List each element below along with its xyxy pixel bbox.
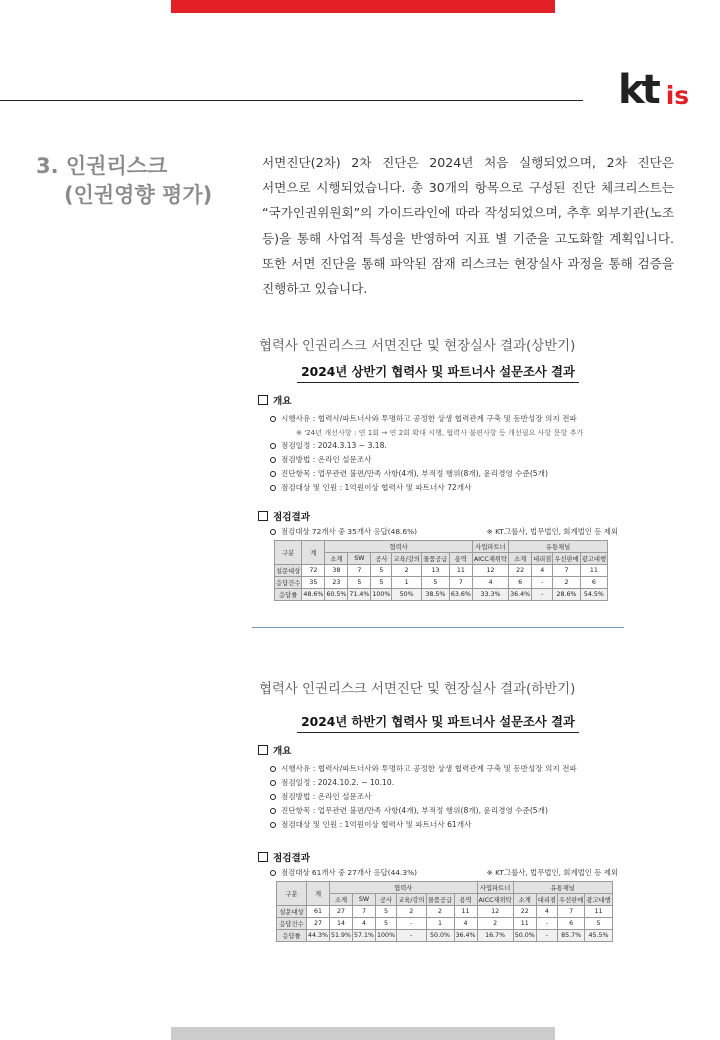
survey1-result-summary-line xyxy=(252,526,624,537)
survey1-overview-label: 개요 xyxy=(273,396,292,407)
survey2-result-note: ※ KT그룹사, 법무법인, 회계법인 등 제외 xyxy=(486,868,618,877)
table-header: 공사 xyxy=(371,553,392,565)
bottom-page-bar xyxy=(171,1027,555,1040)
table-header: AICC재위탁 xyxy=(472,553,508,565)
table-header: AICC재위탁 xyxy=(477,894,513,906)
logo-is: is xyxy=(665,81,690,110)
table-header: 대리점 xyxy=(532,553,553,565)
list-item: 시행사유 : 협력사/파트너사와 투명하고 공정한 상생 협력관계 구축 및 동반성장 의지 전파 xyxy=(270,762,624,776)
section-title xyxy=(36,152,236,210)
survey2-overview-label: 개요 xyxy=(273,746,292,757)
table-header: 유통채널 xyxy=(513,882,612,894)
survey1-result-heading xyxy=(252,509,624,523)
survey2-caption: 협력사 인권리스크 서면진단 및 현장실사 결과(하반기) xyxy=(259,682,576,697)
survey1-improvement-note: ※ '24년 개선사항 : 연 1회 → 연 2회 확대 시행, 협력사 불편사항 등 개선필요 사항 문항 추가 xyxy=(296,428,584,437)
survey2-result-label: 점검결과 xyxy=(273,853,311,864)
list-item: 점검방법 : 온라인 설문조사 xyxy=(270,453,624,467)
list-item: 점검일정 : 2024.10.2. ~ 10.10. xyxy=(270,776,624,790)
survey1-result-table xyxy=(274,540,608,601)
table-header: 소계 xyxy=(330,894,353,906)
survey1-caption: 협력사 인권리스크 서면진단 및 현장실사 결과(상반기) xyxy=(259,339,576,354)
table-row: 응답건수 35 23 5 5 1 5 7 4 6 - 2 6 xyxy=(275,577,608,589)
circle-bullet-icon xyxy=(270,443,276,449)
list-item: 점검일정 : 2024.3.13 ~ 3.18. xyxy=(270,439,624,453)
survey1-result-summary: 점검대상 72개사 중 35개사 응답(48.6%) xyxy=(281,527,417,536)
top-accent-bar xyxy=(171,0,555,13)
section-title-line2: (인권영향 평가) xyxy=(64,183,213,207)
table-header: 유통채널 xyxy=(509,541,608,553)
table-row: 응답건수 27 14 4 5 - 1 4 2 11 - 6 5 xyxy=(277,918,613,930)
survey2-overview-heading xyxy=(252,743,624,757)
table-row: 설문대상 72 38 7 5 2 13 11 12 22 4 7 11 xyxy=(275,565,608,577)
table-header: 대리점 xyxy=(536,894,557,906)
circle-bullet-icon xyxy=(270,870,276,876)
logo-kt: kt xyxy=(618,67,658,113)
circle-bullet-icon xyxy=(270,780,276,786)
list-item: 진단항목 : 업무관련 불편/만족 사항(4개), 부적정 행위(8개), 윤리경영 수준(5개) xyxy=(270,467,624,481)
list-item: 점검대상 및 인원 : 1억원이상 협력사 및 파트너사 72개사 xyxy=(270,481,624,495)
survey2-figure xyxy=(252,712,624,942)
circle-bullet-icon xyxy=(270,766,276,772)
table-header: 구분 xyxy=(277,882,307,906)
table-row: 설문대상 61 27 7 5 2 2 11 12 22 4 7 11 xyxy=(277,906,613,918)
table-header: 계 xyxy=(302,541,325,565)
table-header: 협력사 xyxy=(325,541,473,553)
table-header: 광고대행 xyxy=(585,894,612,906)
survey1-title: 2024년 상반기 협력사 및 파트너사 설문조사 결과 xyxy=(297,362,579,383)
circle-bullet-icon xyxy=(270,485,276,491)
kt-is-logo xyxy=(618,66,690,113)
table-header: 공사 xyxy=(376,894,397,906)
survey1-result-label: 점검결과 xyxy=(273,512,311,523)
circle-bullet-icon xyxy=(270,794,276,800)
survey2-overview-list xyxy=(252,762,624,832)
table-header: 협력사 xyxy=(330,882,478,894)
table-header: 소계 xyxy=(509,553,532,565)
table-header: 소계 xyxy=(513,894,536,906)
survey2-result-table xyxy=(276,881,613,942)
table-header: 용역 xyxy=(454,894,477,906)
circle-bullet-icon xyxy=(270,457,276,463)
table-header: 물품공급 xyxy=(421,553,449,565)
circle-bullet-icon xyxy=(270,416,276,422)
circle-bullet-icon xyxy=(270,529,276,535)
survey1-result-note: ※ KT그룹사, 법무법인, 회계법인 등 제외 xyxy=(486,527,618,536)
circle-bullet-icon xyxy=(270,808,276,814)
table-header: 사업파트너 xyxy=(477,882,513,894)
table-header: 우선판매 xyxy=(558,894,585,906)
list-item: 시행사유 : 협력사/파트너사와 투명하고 공정한 상생 협력관계 구축 및 동반성장 의지 전파 xyxy=(270,412,624,426)
checkbox-square-icon xyxy=(258,511,268,521)
survey1-bottom-rule xyxy=(252,627,624,628)
survey2-result-summary-line xyxy=(252,867,624,878)
checkbox-square-icon xyxy=(258,852,268,862)
table-header: 용역 xyxy=(449,553,472,565)
checkbox-square-icon xyxy=(258,395,268,405)
circle-bullet-icon xyxy=(270,822,276,828)
list-item: 점검방법 : 온라인 설문조사 xyxy=(270,790,624,804)
circle-bullet-icon xyxy=(270,471,276,477)
table-header: 우선판매 xyxy=(553,553,580,565)
table-header: 소계 xyxy=(325,553,348,565)
survey2-result-heading xyxy=(252,850,624,864)
table-header: 교육/강의 xyxy=(397,894,426,906)
checkbox-square-icon xyxy=(258,745,268,755)
table-header: 광고대행 xyxy=(580,553,607,565)
list-item: 점검대상 및 인원 : 1억원이상 협력사 및 파트너사 61개사 xyxy=(270,818,624,832)
survey1-overview-heading xyxy=(252,393,624,407)
section-title-line1: 3. 인권리스크 xyxy=(36,154,168,178)
survey2-title: 2024년 하반기 협력사 및 파트너사 설문조사 결과 xyxy=(297,712,579,733)
table-header: 사업파트너 xyxy=(472,541,508,553)
header-divider xyxy=(0,100,583,101)
body-paragraph: 서면진단(2차) 2차 진단은 2024년 처음 실행되었으며, 2차 진단은 서면으로 시행되었습니다. 총 30개의 항목으로 구성된 진단 체크리스트는 “국가인권위원회”의 가이드라인에 따라 작성되었으며, 추후 외부기관(노조 등)을 통해 사업적 특성을 반영하여 지표 별 기준을 고도화할 계획입니다. 또한 서면 진단을 통해 파악된 잠재 리스크는 현장실사 과정을 통해 검증을 진행하고 있습니다. xyxy=(262,155,674,297)
table-row: 응답률 44.3% 51.9% 57.1% 100% - 50.0% 36.4% 16.7% 50.0% - 85.7% 45.5% xyxy=(277,930,613,942)
table-header: SW xyxy=(353,894,376,906)
table-header: SW xyxy=(348,553,371,565)
list-item: 진단항목 : 업무관련 불편/만족 사항(4개), 부적정 행위(8개), 윤리경영 수준(5개) xyxy=(270,804,624,818)
survey1-figure xyxy=(252,362,624,601)
survey1-overview-list xyxy=(252,412,624,495)
table-header: 교육/강의 xyxy=(392,553,421,565)
survey2-result-summary: 점검대상 61개사 중 27개사 응답(44.3%) xyxy=(281,868,417,877)
table-header: 구분 xyxy=(275,541,302,565)
table-header: 계 xyxy=(307,882,330,906)
table-row: 응답률 48.6% 60.5% 71.4% 100% 50% 38.5% 63.6% 33.3% 36.4% - 28.6% 54.5% xyxy=(275,589,608,601)
table-header: 물품공급 xyxy=(426,894,454,906)
